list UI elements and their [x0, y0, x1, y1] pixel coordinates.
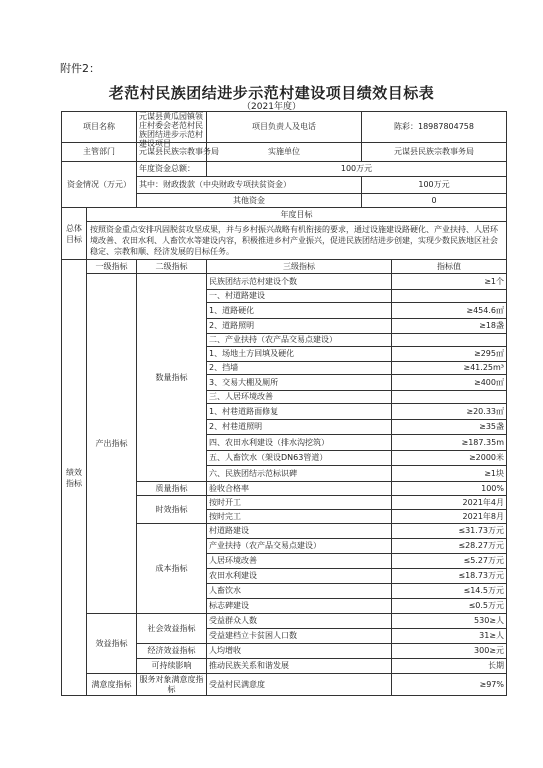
funds-other-value: 0	[362, 194, 507, 208]
sustain-label: 可持续影响	[137, 659, 207, 674]
funds-other-label: 其他资金	[137, 194, 362, 208]
indicator-value: ≤28.27万元	[392, 539, 507, 554]
indicator-value: ≤14.5万元	[392, 584, 507, 599]
indicator-name: 人均增收	[207, 644, 392, 659]
col-value-header: 指标值	[392, 260, 507, 274]
indicator-name: 1、村巷道路面修复	[207, 404, 392, 420]
indicator-value: ≤5.27万元	[392, 554, 507, 569]
indicator-value: 2021年4月	[392, 496, 507, 510]
year-label: （2021年度）	[242, 102, 301, 112]
indicator-value: ≥20.33㎡	[392, 404, 507, 420]
dept-value: 元谋县民族宗教事务局	[137, 143, 207, 162]
indicator-value: 300≥元	[392, 644, 507, 659]
funds-total-label: 年度资金总额：	[137, 162, 207, 177]
goal-heading-row	[62, 208, 507, 222]
indicator-name: 1、道路硬化	[207, 303, 392, 319]
indicator-name: 受益建档立卡贫困人口数	[207, 629, 392, 644]
dept-row	[62, 143, 507, 162]
indicator-value: ≥400㎡	[392, 375, 507, 391]
table-row	[62, 614, 507, 629]
indicator-name: 村道路建设	[207, 524, 392, 539]
indicator-value: ≤0.5万元	[392, 599, 507, 614]
funds-label: 资金情况（万元）	[62, 162, 137, 208]
indicator-value: ≥1个	[392, 274, 507, 290]
project-name-row	[62, 112, 507, 143]
output-label: 产出指标	[87, 274, 137, 614]
goal-text-row	[62, 222, 507, 260]
indicator-value	[392, 290, 507, 303]
indicator-name: 2、村巷道照明	[207, 420, 392, 435]
project-name-label: 项目名称	[62, 112, 137, 143]
indicator-value: ≥2000米	[392, 451, 507, 466]
satisfaction-label: 满意度指标	[87, 674, 137, 696]
indicator-name: 2、挡墙	[207, 362, 392, 375]
performance-table	[61, 111, 507, 696]
indicator-name: 四、农田水利建设（排水沟挖筑）	[207, 435, 392, 451]
impl-label: 实施单位	[207, 143, 362, 162]
indicator-value: ≥97%	[392, 674, 507, 696]
indicator-name: 3、交易大棚及厕所	[207, 375, 392, 391]
indicator-name: 人畜饮水	[207, 584, 392, 599]
indicator-name: 受益村民满意度	[207, 674, 392, 696]
indicator-name: 五、人畜饮水（架设DN63管道）	[207, 451, 392, 466]
service-label: 服务对象满意度指标	[137, 674, 207, 696]
indicator-value: 2021年8月	[392, 510, 507, 524]
indicator-name: 一、村道路建设	[207, 290, 392, 303]
time-label: 时效指标	[137, 496, 207, 524]
indicator-value: ≥41.25m³	[392, 362, 507, 375]
impl-value: 元谋县民族宗教事务局	[362, 143, 507, 162]
indicator-value: ≥35盏	[392, 420, 507, 435]
indicator-value: 530≥人	[392, 614, 507, 629]
indicator-name: 2、道路照明	[207, 319, 392, 334]
indicator-name: 产业扶持（农产品交易点建设）	[207, 539, 392, 554]
indicator-name: 六、民族团结示范标识碑	[207, 466, 392, 482]
indicator-name: 验收合格率	[207, 482, 392, 496]
indicator-value: 长期	[392, 659, 507, 674]
goal-heading: 年度目标	[87, 208, 507, 222]
indicator-value: 100%	[392, 482, 507, 496]
attachment-label: 附件2：	[60, 62, 100, 75]
quantity-label: 数量指标	[137, 274, 207, 482]
indicator-value: ≥18盏	[392, 319, 507, 334]
indicator-name: 农田水利建设	[207, 569, 392, 584]
social-label: 社会效益指标	[137, 614, 207, 644]
indicator-value: ≥1块	[392, 466, 507, 482]
indicator-value: ≥454.6㎡	[392, 303, 507, 319]
econ-label: 经济效益指标	[137, 644, 207, 659]
indicator-name: 二、产业扶持（农产品交易点建设）	[207, 334, 392, 347]
indicator-name: 受益群众人数	[207, 614, 392, 629]
indicator-name: 按时完工	[207, 510, 392, 524]
indicator-value: ≤18.73万元	[392, 569, 507, 584]
dept-label: 主管部门	[62, 143, 137, 162]
indicator-name: 三、人居环境改善	[207, 391, 392, 404]
owner-value: 陈彩：18987804758	[362, 112, 507, 143]
indicator-name: 1、场地土方回填及硬化	[207, 347, 392, 362]
indicator-name: 民族团结示范村建设个数	[207, 274, 392, 290]
indicator-value: ≥187.35m	[392, 435, 507, 451]
indicator-value: 31≥人	[392, 629, 507, 644]
funds-total-value: 100万元	[207, 162, 507, 177]
perf-header-row	[62, 260, 507, 274]
benefit-label: 效益指标	[87, 614, 137, 674]
table-row	[62, 674, 507, 696]
col-l2-header: 二级指标	[137, 260, 207, 274]
indicator-value	[392, 334, 507, 347]
owner-label: 项目负责人及电话	[207, 112, 362, 143]
funds-central-value: 100万元	[362, 177, 507, 194]
funds-total-row	[62, 162, 507, 177]
indicator-name: 标志碑建设	[207, 599, 392, 614]
goal-label: 总体目标	[62, 208, 87, 260]
indicator-name: 人居环境改善	[207, 554, 392, 569]
page-title: 老范村民族团结进步示范村建设项目绩效目标表	[108, 84, 435, 102]
indicator-name: 按时开工	[207, 496, 392, 510]
cost-label: 成本指标	[137, 524, 207, 614]
indicator-value: ≥295㎡	[392, 347, 507, 362]
indicator-value	[392, 391, 507, 404]
funds-central-label: 其中：财政拨款（中央财政专项扶贫资金）	[137, 177, 362, 194]
perf-label: 绩效指标	[62, 260, 87, 696]
table-row	[62, 274, 507, 290]
indicator-name: 推动民族关系和谐发展	[207, 659, 392, 674]
indicator-value: ≤31.73万元	[392, 524, 507, 539]
project-name-value: 元谋县黄瓜园镇领庄村委会老范村民族团结进步示范村建设项目	[137, 112, 207, 143]
col-l3-header: 三级指标	[207, 260, 392, 274]
col-l1-header: 一级指标	[87, 260, 137, 274]
goal-text: 按照资金重点安排巩固脱贫攻坚成果，并与乡村振兴战略有机衔接的要求，通过设施建设路硬化、产业扶持、人居环境改善、农田水利、人畜饮水等建设内容，积极推进乡村产业振兴，促进民族团结进步创建，实现少数民族地区社会稳定、宗教和顺、经济发展的目标任务。	[87, 222, 507, 260]
quality-label: 质量指标	[137, 482, 207, 496]
